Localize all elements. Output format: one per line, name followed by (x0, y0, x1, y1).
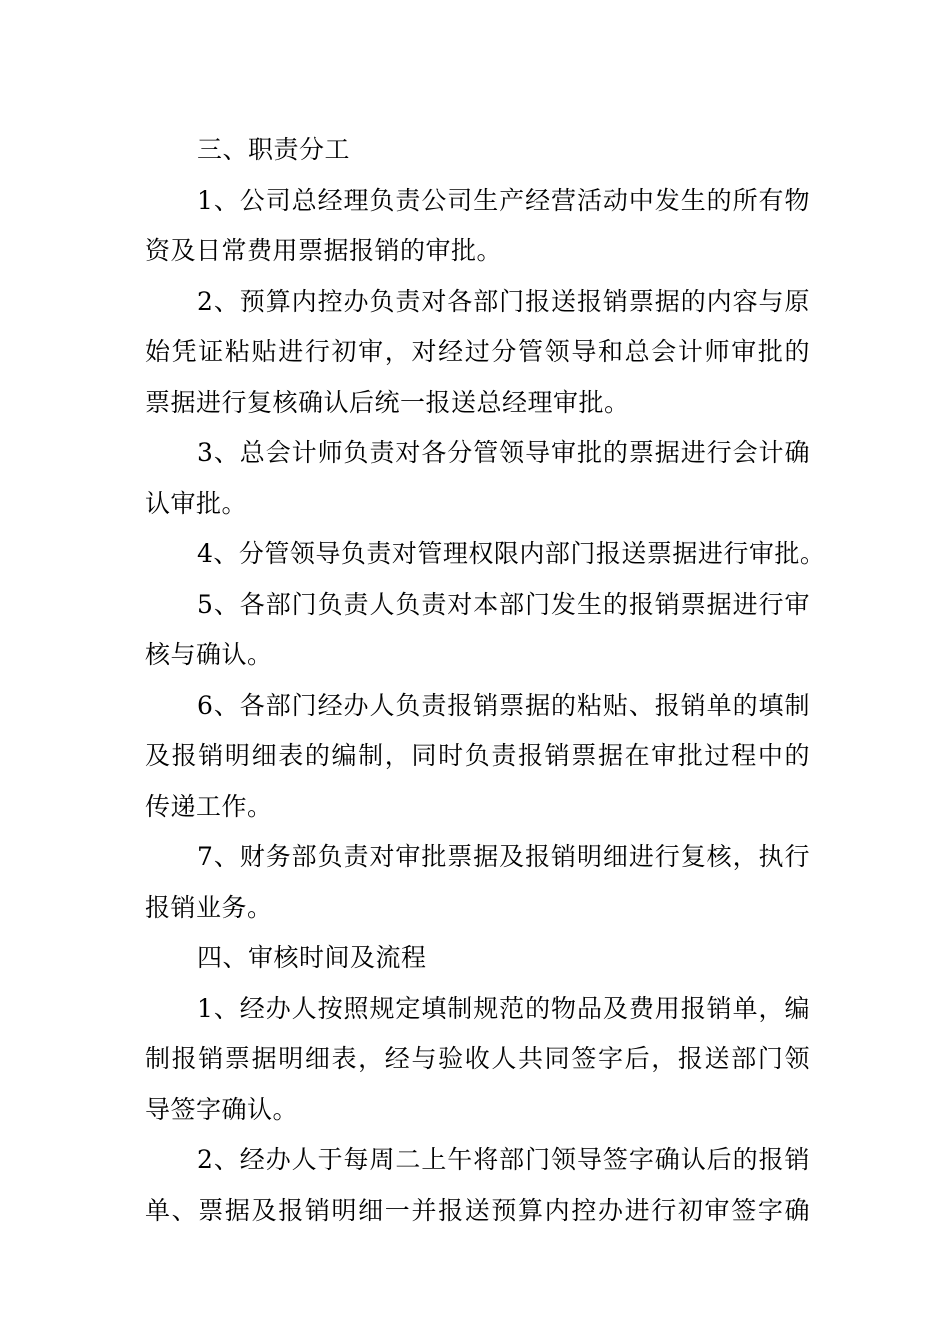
paragraph-line: 始凭证粘贴进行初审，对经过分管领导和总会计师审批的 (145, 337, 810, 366)
paragraph-line: 2、预算内控办负责对各部门报送报销票据的内容与原 (197, 286, 810, 316)
paragraph-line: 1、经办人按照规定填制规范的物品及费用报销单，编 (197, 993, 810, 1023)
paragraph-line: 2、经办人于每周二上午将部门领导签字确认后的报销 (197, 1145, 810, 1174)
paragraph-line: 7、财务部负责对审批票据及报销明细进行复核，执行 (197, 842, 810, 871)
paragraph-line: 传递工作。 (145, 791, 273, 821)
document-body (145, 125, 826, 1236)
section-heading-duties: 三、职责分工 (197, 135, 351, 164)
paragraph-line: 报销业务。 (145, 892, 273, 922)
paragraph-line: 5、各部门负责人负责对本部门发生的报销票据进行审 (197, 589, 810, 619)
paragraph-line: 票据进行复核确认后统一报送总经理审批。 (145, 387, 630, 417)
paragraph-line: 4、分管领导负责对管理权限内部门报送票据进行审批。 (197, 539, 826, 568)
paragraph-line: 3、总会计师负责对各分管领导审批的票据进行会计确 (197, 438, 810, 467)
paragraph-line: 制报销票据明细表，经与验收人共同签字后，报送部门领 (145, 1044, 810, 1073)
paragraph-line: 导签字确认。 (145, 1094, 299, 1124)
paragraph-line: 1、公司总经理负责公司生产经营活动中发生的所有物 (197, 185, 810, 215)
section-heading-review-process: 四、审核时间及流程 (197, 943, 427, 972)
paragraph-line: 及报销明细表的编制，同时负责报销票据在审批过程中的 (145, 741, 810, 770)
paragraph-line: 6、各部门经办人负责报销票据的粘贴、报销单的填制 (197, 690, 810, 720)
paragraph-line: 资及日常费用票据报销的审批。 (145, 236, 503, 265)
paragraph-line: 核与确认。 (145, 640, 273, 669)
paragraph-line: 认审批。 (145, 488, 248, 518)
paragraph-line: 单、票据及报销明细一并报送预算内控办进行初审签字确 (145, 1195, 810, 1225)
